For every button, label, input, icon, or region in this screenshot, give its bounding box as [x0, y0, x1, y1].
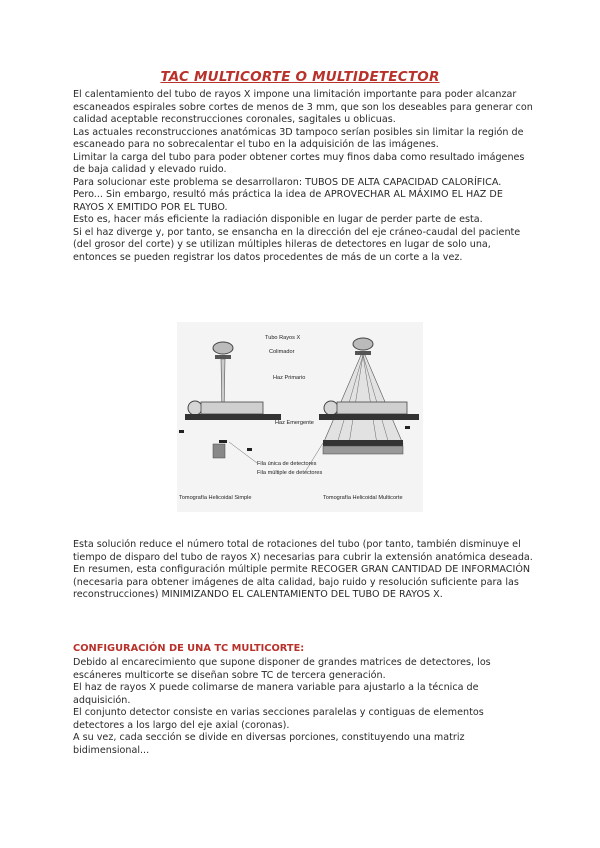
collimator-right: [355, 351, 371, 355]
tick-right-a: [405, 426, 410, 429]
paragraph: En resumen, esta configuración múltiple permite RECOGER GRAN CANTIDAD DE INFORMACIÓN (necesaria para obtener imágenes de alta calidad, bajo ruido y resolución suficiente para las reconstrucciones) MINIMIZANDO EL CALENTAMIENTO DEL TUBO DE RAYOS X.: [73, 564, 531, 600]
patient-body-left: [201, 402, 263, 414]
label-multi-row: Fila múltiple de detectores: [257, 470, 323, 476]
summary-text: [73, 539, 533, 602]
config-text: [73, 657, 533, 757]
detector-block-right: [323, 446, 403, 454]
single-detector-row: [219, 440, 227, 443]
paragraph: Limitar la carga del tubo para poder obtener cortes muy finos daba como resultado imágenes de baja calidad y elevado ruido.: [73, 151, 525, 175]
paragraph: Debido al encarecimiento que supone disponer de grandes matrices de detectores, los escáneres multicorte se diseñan sobre TC de tercera generación.: [73, 657, 491, 681]
label-tube: Tubo Rayos X: [265, 335, 301, 341]
paragraph: Pero... Sin embargo, resultó más práctica la idea de APROVECHAR AL MÁXIMO EL HAZ DE RAYOS X EMITIDO POR EL TUBO.: [73, 189, 503, 213]
intro-text: [73, 89, 533, 264]
caption-right: Tomografía Helicoidal Multicorte: [323, 495, 403, 501]
paragraph: El calentamiento del tubo de rayos X impone una limitación importante para poder alcanzar escaneados espirales sobre cortes de menos de 3 mm, que son los deseables para generar con calidad aceptable reconstrucciones coronales, sagitales u oblicuas.: [73, 89, 533, 125]
paragraph: Las actuales reconstrucciones anatómicas 3D tampoco serían posibles sin limitar la región de escaneado para no sobrecalentar el tubo en la adquisición de las imágenes.: [73, 126, 524, 150]
tick-left-b: [247, 448, 252, 451]
section-heading: CONFIGURACIÓN DE UNA TC MULTICORTE:: [73, 643, 305, 654]
paragraph: Esto es, hacer más eficiente la radiación disponible en lugar de perder parte de esta.: [73, 214, 483, 225]
paragraph: El conjunto detector consiste en varias secciones paralelas y contiguas de elementos detectores a los largo del eje axial (coronas).: [73, 707, 484, 731]
label-emergent-beam: Haz Emergente: [275, 420, 314, 426]
paragraph: Esta solución reduce el número total de rotaciones del tubo (por tanto, también disminuye el tiempo de disparo del tubo de rayos X) necesarias para cubrir la extensión anatómica deseada.: [73, 539, 533, 563]
ct-diagram: [177, 322, 423, 512]
patient-body-right: [337, 402, 407, 414]
ct-diagram-figure: [177, 322, 423, 512]
patient-head-right: [324, 401, 338, 415]
detector-block-left: [213, 444, 225, 458]
collimator-left: [215, 355, 231, 359]
patient-head-left: [188, 401, 202, 415]
page-title: TAC MULTICORTE O MULTIDETECTOR: [160, 69, 440, 85]
paragraph: El haz de rayos X puede colimarse de manera variable para ajustarlo a la técnica de adquisición.: [73, 682, 479, 706]
paragraph: A su vez, cada sección se divide en diversas porciones, constituyendo una matriz bidimensional...: [73, 732, 465, 756]
xray-tube-left: [213, 342, 233, 354]
label-primary-beam: Haz Primario: [273, 375, 306, 381]
label-single-row: Fila única de detectores: [257, 461, 317, 467]
label-collimator: Colimador: [269, 349, 295, 355]
table-left: [185, 414, 281, 420]
multi-detector-row: [323, 440, 403, 446]
caption-left: Tomografía Helicoidal Simple: [179, 495, 252, 501]
xray-tube-right: [353, 338, 373, 350]
tick-left-a: [179, 430, 184, 433]
table-right: [319, 414, 419, 420]
paragraph: Si el haz diverge y, por tanto, se ensancha en la dirección del eje cráneo-caudal del paciente (del grosor del corte) y se utilizan múltiples hileras de detectores en lugar de solo una, entonces se pueden registrar los datos procedentes de más de un corte a la vez.: [73, 226, 521, 263]
paragraph: Para solucionar este problema se desarrollaron: TUBOS DE ALTA CAPACIDAD CALORÍFICA.: [73, 176, 502, 188]
